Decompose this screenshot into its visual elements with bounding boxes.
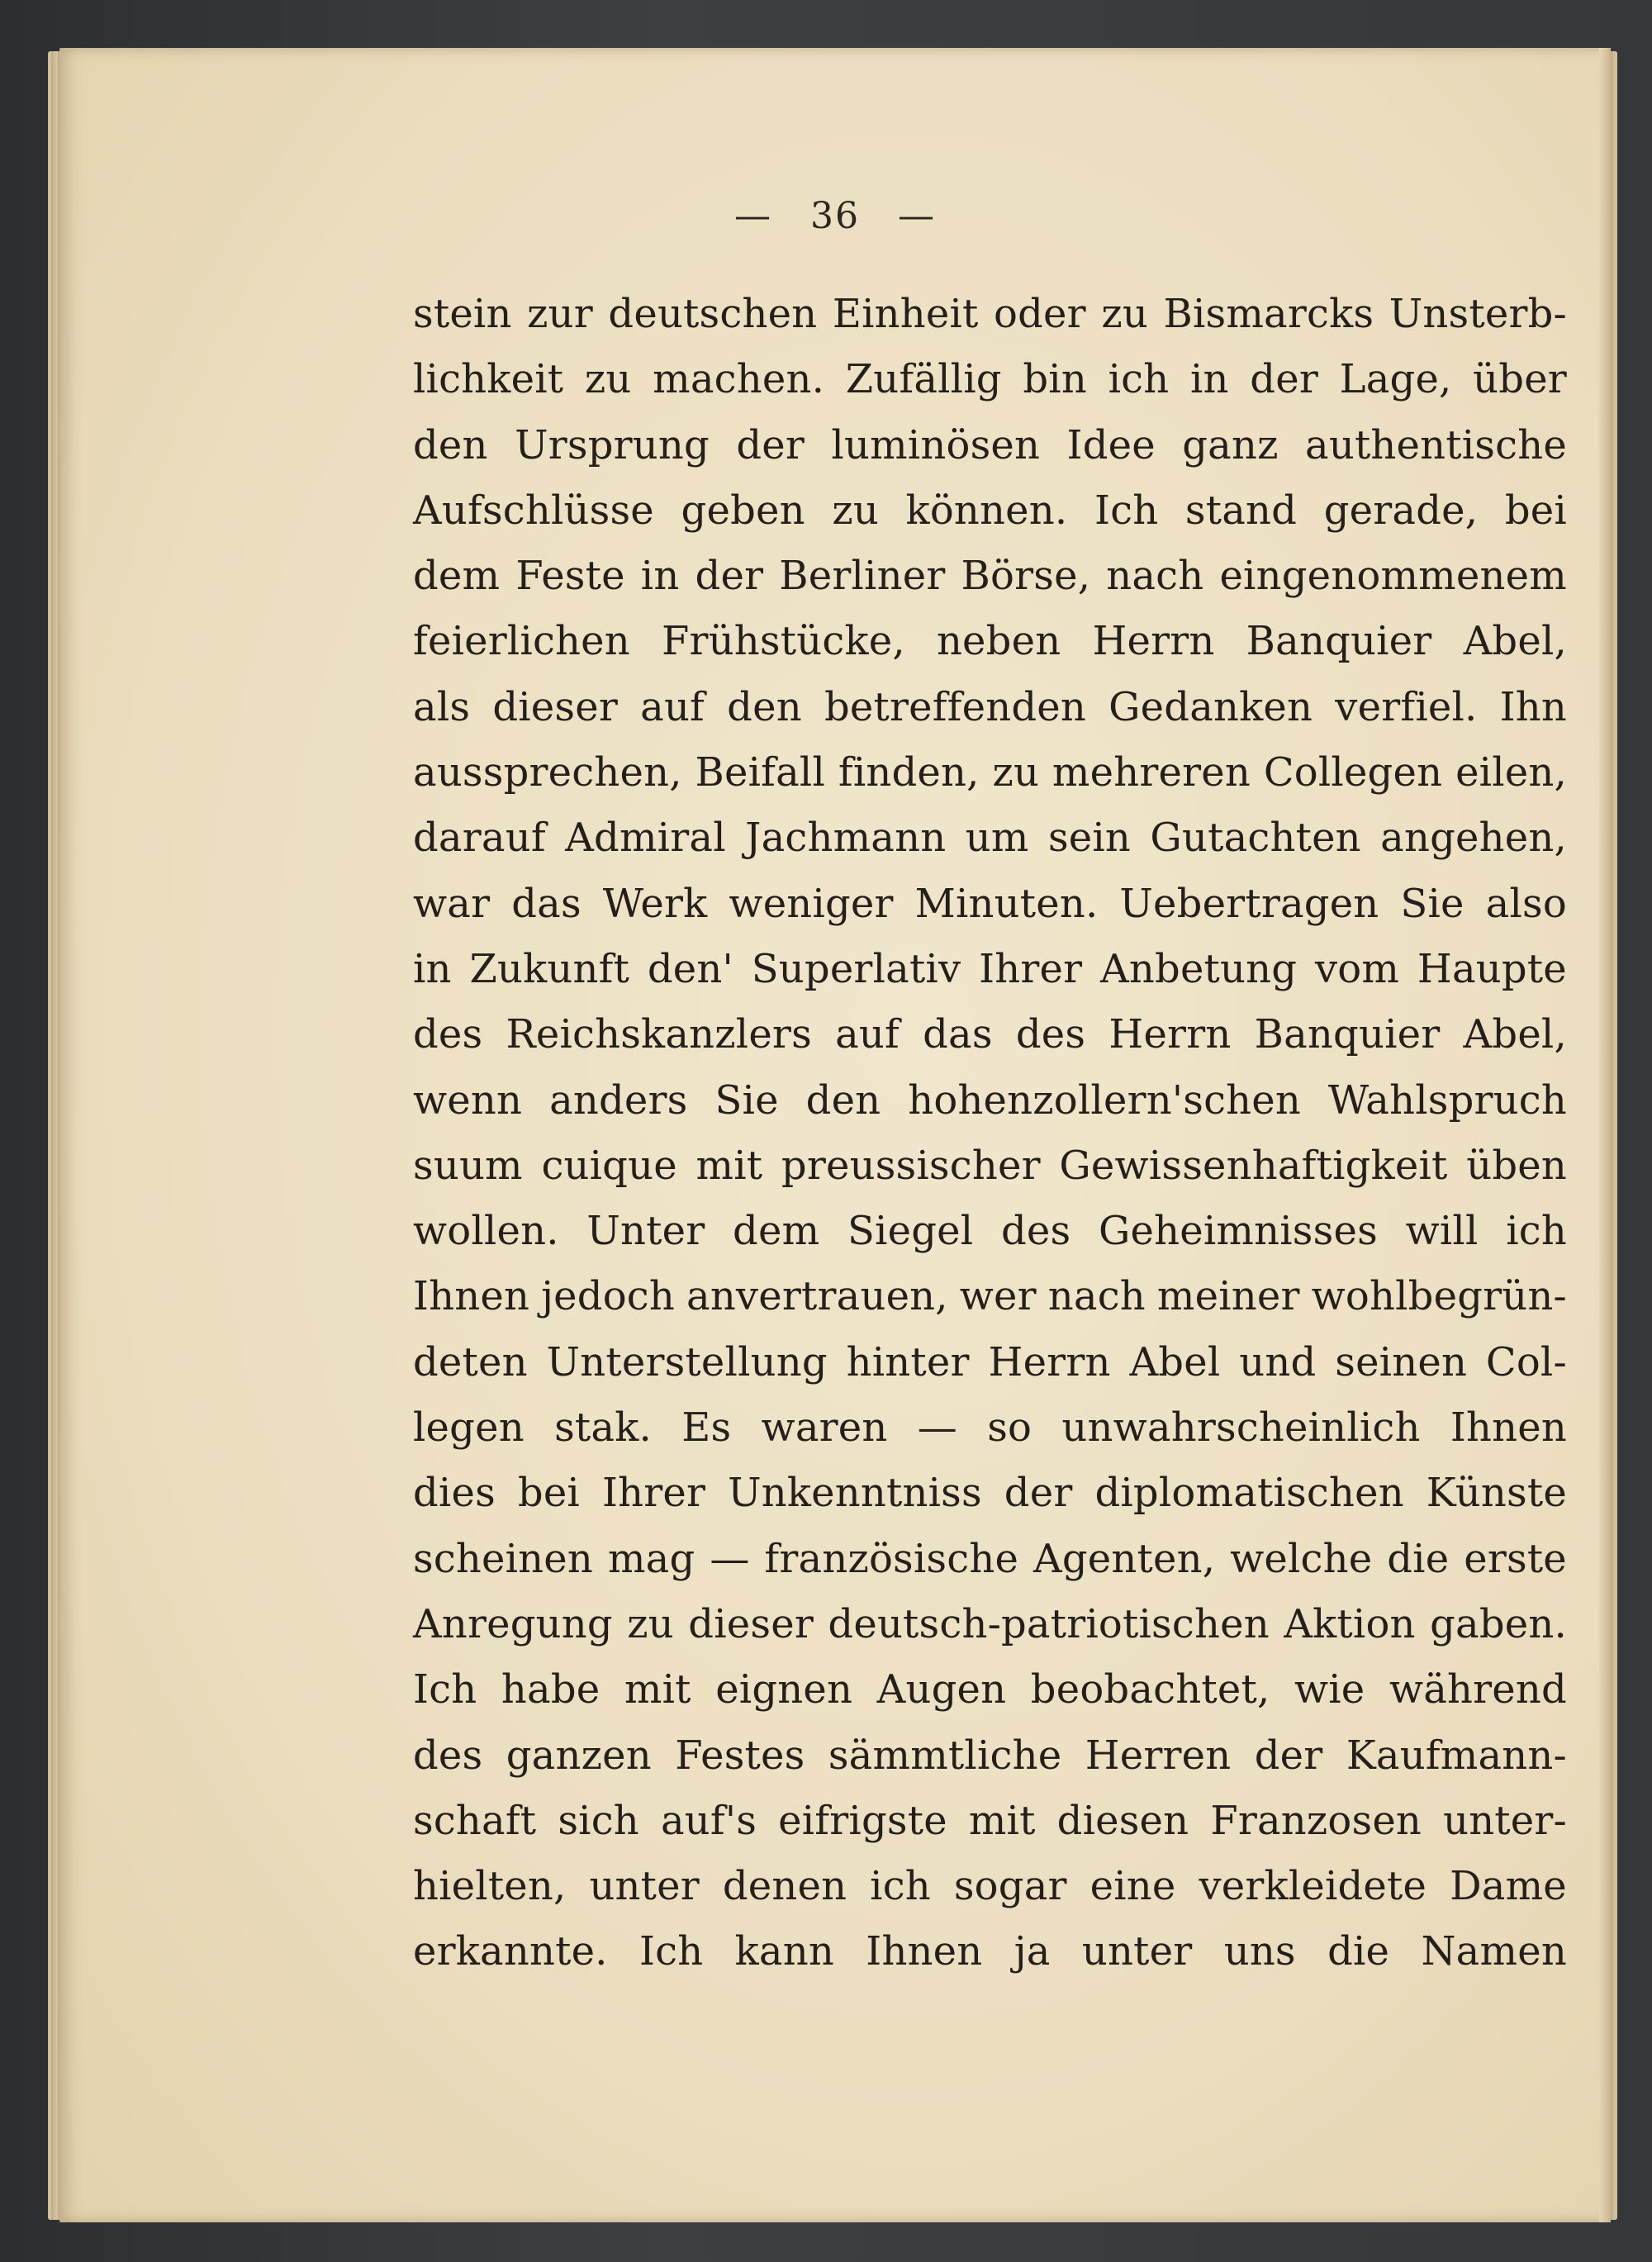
- word: gerade,: [1323, 487, 1479, 534]
- word: —: [710, 1535, 750, 1582]
- word: Anbetung: [1100, 945, 1298, 992]
- word: dem: [733, 1208, 820, 1255]
- word: ganz: [1182, 421, 1279, 468]
- word: Künste: [1426, 1470, 1567, 1517]
- word: Herren: [1085, 1732, 1232, 1779]
- word: anvertrauen,: [686, 1273, 948, 1320]
- word: Namen: [1421, 1928, 1567, 1975]
- word: stand: [1184, 487, 1298, 534]
- word: zu: [992, 749, 1040, 796]
- text-line: [413, 1133, 1567, 1199]
- word: ich: [870, 1863, 931, 1910]
- word: den': [647, 945, 733, 992]
- word: Ich: [638, 1928, 704, 1975]
- word: waren: [761, 1404, 888, 1452]
- word: geben: [681, 487, 805, 534]
- word: deutsch-patriotischen: [828, 1600, 1270, 1647]
- text-line: [413, 609, 1567, 674]
- word: mit: [695, 1142, 763, 1189]
- word: Gutachten: [1150, 815, 1361, 862]
- word: in: [640, 553, 680, 600]
- text-line: [413, 1592, 1567, 1657]
- word: eignen: [715, 1666, 853, 1713]
- word: —: [917, 1404, 957, 1452]
- word: stak.: [554, 1404, 652, 1452]
- word: betreffenden: [824, 683, 1087, 730]
- word: Agenten,: [1032, 1535, 1216, 1582]
- word: hielten,: [413, 1863, 567, 1910]
- word: aussprechen,: [413, 749, 682, 796]
- word: deten: [413, 1338, 528, 1385]
- text-line: [413, 1199, 1567, 1264]
- word: mit: [624, 1666, 691, 1713]
- word: der: [1004, 1470, 1073, 1517]
- word: bei: [1504, 487, 1567, 534]
- word: Festes: [675, 1732, 805, 1779]
- word: in: [1189, 356, 1229, 403]
- word: nach: [1047, 1273, 1146, 1320]
- word: Gedanken: [1108, 683, 1313, 730]
- word: finden,: [838, 749, 980, 796]
- word: Herrn: [1092, 618, 1215, 665]
- word: kann: [734, 1928, 834, 1975]
- word: Augen: [876, 1666, 1007, 1713]
- word: ja: [1014, 1928, 1051, 1975]
- word: Anregung: [413, 1600, 613, 1647]
- header-dash-left: —: [734, 195, 772, 237]
- word: Minuten.: [914, 880, 1099, 927]
- word: unter: [589, 1863, 700, 1910]
- word: können.: [905, 487, 1068, 534]
- word: ich: [1506, 1208, 1567, 1255]
- word: uns: [1223, 1928, 1296, 1975]
- word: diplomatischen: [1094, 1470, 1404, 1517]
- word: seinen: [1335, 1338, 1468, 1385]
- word: so: [987, 1404, 1032, 1452]
- word: eine: [1089, 1863, 1176, 1910]
- word: der: [736, 421, 805, 468]
- text-line: [413, 675, 1567, 740]
- word: mehreren: [1051, 749, 1251, 796]
- word: Superlativ: [751, 945, 961, 992]
- word: Admiral: [565, 815, 726, 862]
- word: Ihnen: [866, 1928, 983, 1975]
- word: nach: [1106, 553, 1204, 600]
- word: als: [413, 683, 471, 730]
- word: Dame: [1450, 1863, 1567, 1910]
- word: Siegel: [847, 1208, 974, 1255]
- word: Ihrer: [601, 1470, 706, 1517]
- text-line: [413, 1919, 1567, 1984]
- word: Beifall: [695, 749, 826, 796]
- word: französische: [764, 1535, 1019, 1582]
- word: dem: [413, 553, 501, 600]
- word: also: [1485, 880, 1567, 927]
- page-gutter: [1599, 48, 1611, 2222]
- word: Gewissenhaftigkeit: [1059, 1142, 1448, 1189]
- word: zu: [832, 487, 879, 534]
- word: das: [923, 1011, 993, 1058]
- word: Ursprung: [515, 421, 710, 468]
- text-line: [413, 1068, 1567, 1133]
- word: auf: [835, 1011, 900, 1058]
- word: Es: [681, 1404, 732, 1452]
- word: denen: [722, 1863, 847, 1910]
- word: eifrigste: [778, 1797, 947, 1844]
- word: Bismarcks: [1163, 291, 1374, 337]
- word: Unkenntniss: [728, 1470, 982, 1517]
- word: scheinen: [413, 1535, 594, 1582]
- body-text: [413, 282, 1567, 1985]
- text-line: [413, 1395, 1567, 1461]
- word: erste: [1464, 1535, 1567, 1582]
- word: Col-: [1485, 1338, 1567, 1385]
- word: Geheimnisses: [1099, 1208, 1378, 1255]
- text-line: [413, 347, 1567, 412]
- word: Jachmann: [745, 815, 947, 862]
- word: eilen,: [1455, 749, 1567, 796]
- word: den: [805, 1076, 881, 1124]
- word: jedoch: [541, 1273, 676, 1320]
- word: des: [1015, 1011, 1086, 1058]
- word: Zufällig: [845, 356, 1002, 403]
- word: hohenzollern'schen: [908, 1076, 1301, 1124]
- word: Reichskanzlers: [506, 1011, 812, 1058]
- word: Ihnen: [1450, 1404, 1567, 1452]
- word: Wahlspruch: [1327, 1076, 1567, 1124]
- page-number: 36: [810, 195, 860, 237]
- word: Ich: [1094, 487, 1159, 534]
- text-line: [413, 937, 1567, 1002]
- word: legen: [413, 1404, 525, 1452]
- word: luminösen: [831, 421, 1041, 468]
- word: wollen.: [413, 1208, 559, 1255]
- word: und: [1239, 1338, 1317, 1385]
- word: Herrn: [988, 1338, 1111, 1385]
- word: beobachtet,: [1030, 1666, 1270, 1713]
- word: Zukunft: [469, 945, 630, 992]
- word: bei: [517, 1470, 580, 1517]
- text-line: [413, 1264, 1567, 1329]
- word: feierlichen: [413, 618, 630, 665]
- word: Ich: [413, 1666, 477, 1713]
- book-page: [59, 48, 1611, 2222]
- word: erkannte.: [413, 1928, 608, 1975]
- text-line: [413, 1854, 1567, 1919]
- word: Werk: [602, 880, 708, 927]
- word: verfiel.: [1335, 683, 1478, 730]
- word: welche: [1230, 1535, 1373, 1582]
- word: preussischer: [781, 1142, 1041, 1189]
- word: weniger: [729, 880, 894, 927]
- word: dieser: [688, 1600, 814, 1647]
- word: Idee: [1066, 421, 1156, 468]
- word: Aktion: [1284, 1600, 1416, 1647]
- word: Unter: [586, 1208, 705, 1255]
- word: des: [1000, 1208, 1071, 1255]
- word: anders: [549, 1076, 688, 1124]
- word: meiner: [1156, 1273, 1300, 1320]
- word: Ihnen: [413, 1273, 530, 1320]
- word: Berliner: [779, 553, 946, 600]
- word: Aufschlüsse: [413, 487, 654, 534]
- word: Abel,: [1463, 618, 1567, 665]
- word: neben: [936, 618, 1061, 665]
- word: wie: [1294, 1666, 1365, 1713]
- text-line: [413, 1002, 1567, 1067]
- word: hinter: [846, 1338, 970, 1385]
- word: unter: [1081, 1928, 1193, 1975]
- text-line: [413, 872, 1567, 937]
- word: deutschen: [608, 291, 818, 337]
- word: in: [413, 945, 452, 992]
- word: habe: [501, 1666, 601, 1713]
- word: wenn: [413, 1076, 523, 1124]
- word: sogar: [953, 1863, 1067, 1910]
- word: diesen: [1056, 1797, 1189, 1844]
- word: das: [511, 880, 582, 927]
- word: machen.: [653, 356, 825, 403]
- text-line: [413, 805, 1567, 871]
- word: suum: [413, 1142, 523, 1189]
- word: um: [965, 815, 1029, 862]
- text-line: [413, 282, 1567, 347]
- word: darauf: [413, 815, 546, 862]
- word: der: [1254, 1732, 1323, 1779]
- word: der: [1250, 356, 1318, 403]
- word: Uebertragen: [1119, 880, 1379, 927]
- word: sämmtliche: [828, 1732, 1062, 1779]
- word: Herrn: [1108, 1011, 1232, 1058]
- word: Banquier: [1246, 618, 1432, 665]
- word: wer: [959, 1273, 1037, 1320]
- word: unwahrscheinlich: [1061, 1404, 1421, 1452]
- word: wohlbegrün-: [1311, 1273, 1567, 1320]
- word: will: [1405, 1208, 1479, 1255]
- word: Frühstücke,: [662, 618, 905, 665]
- word: Abel: [1129, 1338, 1221, 1385]
- word: vom: [1314, 945, 1400, 992]
- header-dash-right: —: [898, 195, 936, 237]
- word: Banquier: [1254, 1011, 1441, 1058]
- word: oder: [994, 291, 1086, 337]
- word: unter-: [1443, 1797, 1567, 1844]
- word: verkleidete: [1199, 1863, 1427, 1910]
- word: sein: [1047, 815, 1132, 862]
- word: angehen,: [1380, 815, 1567, 862]
- word: zu: [627, 1600, 674, 1647]
- word: der: [695, 553, 764, 600]
- text-line: [413, 740, 1567, 805]
- text-line: [413, 1527, 1567, 1592]
- word: Unterstellung: [546, 1338, 828, 1385]
- word: dies: [413, 1470, 496, 1517]
- word: ich: [1108, 356, 1170, 403]
- word: auf's: [660, 1797, 757, 1844]
- word: Abel,: [1463, 1011, 1567, 1058]
- text-line: [413, 544, 1567, 609]
- word: gaben.: [1430, 1600, 1567, 1647]
- word: zu: [584, 356, 632, 403]
- text-line: [413, 1330, 1567, 1395]
- word: mit: [968, 1797, 1036, 1844]
- text-line: [413, 1723, 1567, 1789]
- word: mag: [607, 1535, 695, 1582]
- text-line: [413, 413, 1567, 478]
- word: des: [413, 1732, 483, 1779]
- word: zur: [527, 291, 593, 337]
- text-line: [413, 1789, 1567, 1854]
- word: Haupte: [1417, 945, 1567, 992]
- word: während: [1389, 1666, 1567, 1713]
- word: Lage,: [1339, 356, 1452, 403]
- word: die: [1327, 1928, 1390, 1975]
- word: den: [727, 683, 802, 730]
- word: lichkeit: [413, 356, 564, 403]
- word: Sie: [714, 1076, 779, 1124]
- word: eingenommenem: [1219, 553, 1567, 600]
- text-line: [413, 1461, 1567, 1526]
- word: Börse,: [961, 553, 1091, 600]
- word: sich: [558, 1797, 639, 1844]
- word: Ihrer: [979, 945, 1083, 992]
- word: cuique: [541, 1142, 677, 1189]
- text-line: [413, 1657, 1567, 1723]
- word: Einheit: [832, 291, 979, 337]
- word: schaft: [413, 1797, 537, 1844]
- word: Kaufmann-: [1346, 1732, 1567, 1779]
- word: über: [1473, 356, 1567, 403]
- word: üben: [1466, 1142, 1567, 1189]
- word: auf: [640, 683, 705, 730]
- word: Sie: [1400, 880, 1464, 927]
- word: die: [1387, 1535, 1450, 1582]
- word: Unsterb-: [1389, 291, 1567, 337]
- word: bin: [1023, 356, 1087, 403]
- word: den: [413, 421, 488, 468]
- page-header: [59, 195, 1611, 237]
- word: des: [413, 1011, 483, 1058]
- word: war: [413, 880, 491, 927]
- word: Ihn: [1499, 683, 1567, 730]
- word: stein: [413, 291, 512, 337]
- word: Collegen: [1263, 749, 1443, 796]
- word: authentische: [1305, 421, 1567, 468]
- word: zu: [1101, 291, 1148, 337]
- word: ganzen: [506, 1732, 652, 1779]
- text-line: [413, 478, 1567, 544]
- word: Feste: [515, 553, 625, 600]
- word: dieser: [492, 683, 618, 730]
- word: Franzosen: [1210, 1797, 1422, 1844]
